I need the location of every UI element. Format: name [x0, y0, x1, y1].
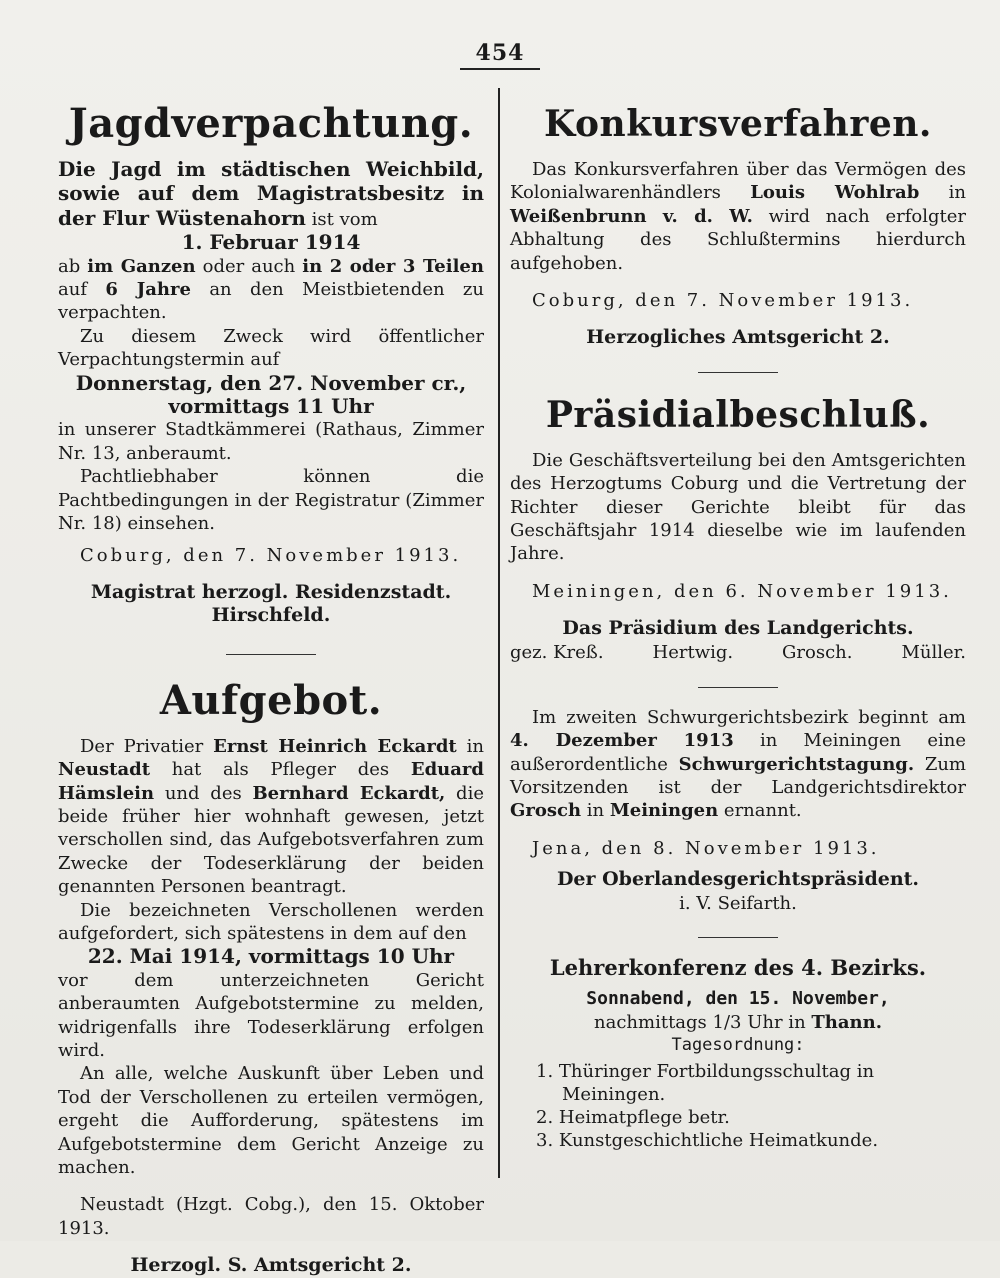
bold-text: Meiningen: [609, 800, 719, 822]
judge-name: Hertwig.: [652, 641, 734, 663]
signature: Herzogliches Amtsgericht 2.: [586, 326, 890, 349]
text: Das Konkursverfahren über das Vermögen des Kolonialwarenhändlers: [510, 159, 966, 204]
text: in: [456, 735, 484, 757]
bold-text: in 2 oder 3 Teilen: [302, 255, 484, 277]
text: an den Meistbietenden zu verpachten.: [58, 279, 485, 324]
date-line: Sonnabend, den 15. November,: [586, 988, 890, 1010]
bold-text: Weißenbrunn v. d. W.: [510, 205, 753, 227]
notice-title: Jagdverpachtung.: [68, 100, 474, 147]
text: in Meiningen eine außerordentliche: [510, 730, 966, 775]
notice-paragraph: An alle, welche Auskunft über Leben und Tod der Verschollenen zu erteilen vermögen, ergeht die Aufforderung, spätestens im Aufgebotstermine dem Gericht Anzeige zu machen.: [58, 1063, 484, 1179]
bold-text: Neustadt: [58, 759, 151, 781]
signature-name: Hirschfeld.: [211, 604, 331, 627]
notice-title: Konkursverfahren.: [544, 103, 932, 145]
text: Der Privatier: [80, 735, 214, 757]
bold-text: Ernst Heinrich Eckardt: [213, 735, 457, 757]
text: 1/3: [712, 1011, 742, 1033]
text: wird nach erfolgter Abhaltung des Schlußtermins hierdurch aufgehoben.: [510, 205, 966, 274]
notice-title: Lehrerkonferenz des 4. Bezirks.: [549, 954, 927, 980]
signature: Herzogl. S. Amtsgericht 2.: [130, 1254, 412, 1277]
notice-paragraph: Die Geschäftsverteilung bei den Amtsgerichten des Herzogtums Coburg und die Vertretung der Richter dieser Gerichte bleibt für das Geschäftsjahr 1914 dieselbe wie im laufenden Jahre.: [510, 449, 966, 565]
text: auf: [58, 279, 106, 301]
left-column: [58, 96, 484, 1278]
separator-line: [698, 937, 778, 938]
page-number-underline: [460, 68, 540, 70]
notice-paragraph: Die bezeichneten Verschollenen werden aufgefordert, sich spätestens in dem auf den: [58, 899, 484, 944]
text: in: [919, 182, 966, 204]
text: in: [581, 800, 610, 822]
bold-text: Louis Wohlrab: [750, 182, 920, 204]
notice-paragraph: Zu diesem Zweck wird öffentlicher Verpachtungstermin auf: [58, 325, 484, 371]
place-date: Meiningen, den 6. November 1913.: [532, 580, 952, 602]
agenda-item: 2. Heimatpflege betr.: [536, 1106, 730, 1128]
text: oder auch: [195, 255, 303, 277]
separator-line: [698, 687, 778, 688]
place-date: Jena, den 8. November 1913.: [532, 837, 880, 859]
aufgebot-notice: [58, 677, 484, 1278]
date-line: 22. Mai 1914, vormittags 10 Uhr: [87, 944, 455, 969]
bold-text: Die Jagd im städtischen Weichbild, sowie auf dem Magistratsbesitz in der Flur Wüstenahorn: [58, 157, 484, 230]
bold-text: Schwurgerichtstagung.: [678, 753, 915, 775]
place-date: Neustadt (Hzgt. Cobg.), den 15. Oktober 1913.: [58, 1194, 484, 1239]
lehrerkonferenz-notice: [510, 956, 966, 1152]
signature: Magistrat herzogl. Residenzstadt.: [90, 580, 452, 603]
bold-text: im Ganzen: [87, 255, 196, 277]
text: und des: [154, 782, 253, 804]
notice-title: Präsidialbeschluß.: [545, 393, 931, 436]
bold-text: Thann.: [811, 1011, 882, 1033]
date-line: Donnerstag, den 27. November cr., vormittags 11 Uhr: [75, 370, 467, 419]
notice-paragraph: [58, 158, 484, 231]
time-line: [510, 1011, 966, 1034]
notice-paragraph: [510, 158, 966, 275]
signature: Das Präsidium des Landgerichts.: [562, 617, 914, 640]
right-column: [510, 96, 966, 1152]
agenda-item: 3. Kunstgeschichtliche Heimatkunde.: [536, 1129, 879, 1151]
text: hat als Pfleger des: [150, 759, 411, 781]
notice-paragraph: [58, 735, 484, 899]
jagdverpachtung-notice: [58, 100, 484, 628]
konkurs-notice: [510, 100, 966, 350]
separator-line: [226, 654, 316, 655]
page-number: 454: [475, 40, 525, 66]
agenda-list: [510, 1060, 966, 1152]
notice-paragraph: [510, 706, 966, 823]
notice-paragraph: in unserer Stadtkämmerei (Rathaus, Zimmer Nr. 13, anberaumt.: [58, 419, 484, 464]
notice-paragraph: vor dem unterzeichneten Gericht anberaumten Aufgebotstermine zu melden, widrigenfalls ihre Todeserklärung erfolgen wird.: [58, 969, 484, 1061]
bold-text: Bernhard Eckardt,: [252, 782, 446, 804]
date-line: 1. Februar 1914: [181, 230, 361, 255]
judge-name: Müller.: [901, 641, 966, 663]
text: nachmittags: [594, 1011, 713, 1033]
text: Zum Vorsitzenden ist der Landgerichtsdirektor: [510, 753, 966, 798]
judges-list: [510, 641, 966, 665]
text: Uhr in: [741, 1011, 812, 1033]
column-divider: [498, 88, 500, 1178]
notice-paragraph: Pachtliebhaber können die Pachtbedingungen in der Registratur (Zimmer Nr. 18) einsehen.: [58, 466, 484, 535]
bold-text: 4. Dezember 1913: [510, 730, 734, 752]
text: die beide früher hier wohnhaft gewesen, jetzt verschollen sind, das Aufgebotsverfahren zum Zwecke der Todeserklärung der beiden genannten Personen beantragt.: [58, 782, 484, 898]
signature-name: i. V. Seifarth.: [679, 892, 797, 914]
bold-text: Eduard Hämslein: [58, 759, 484, 804]
agenda-item: 1. Thüringer Fortbildungsschultag in Meiningen.: [536, 1060, 875, 1105]
separator-line: [698, 372, 778, 373]
text: Im zweiten Schwurgerichtsbezirk beginnt am: [532, 706, 966, 728]
bold-text: 6 Jahre: [105, 279, 191, 301]
bold-text: Grosch: [510, 800, 582, 822]
place-date: Coburg, den 7. November 1913.: [80, 544, 462, 566]
notice-paragraph: [58, 255, 484, 325]
judge-name: gez. Kreß.: [510, 641, 604, 663]
place-date: Coburg, den 7. November 1913.: [532, 290, 914, 312]
schwurgericht-notice: [510, 706, 966, 915]
agenda-title: Tagesordnung:: [671, 1035, 805, 1056]
text: ab: [58, 255, 88, 277]
text: ernannt.: [718, 800, 802, 822]
signature: Der Oberlandesgerichtspräsident.: [556, 868, 920, 891]
text: ist vom: [305, 208, 378, 230]
judge-name: Grosch.: [782, 641, 853, 663]
praesidial-notice: [510, 391, 966, 665]
notice-title: Aufgebot.: [159, 676, 383, 724]
